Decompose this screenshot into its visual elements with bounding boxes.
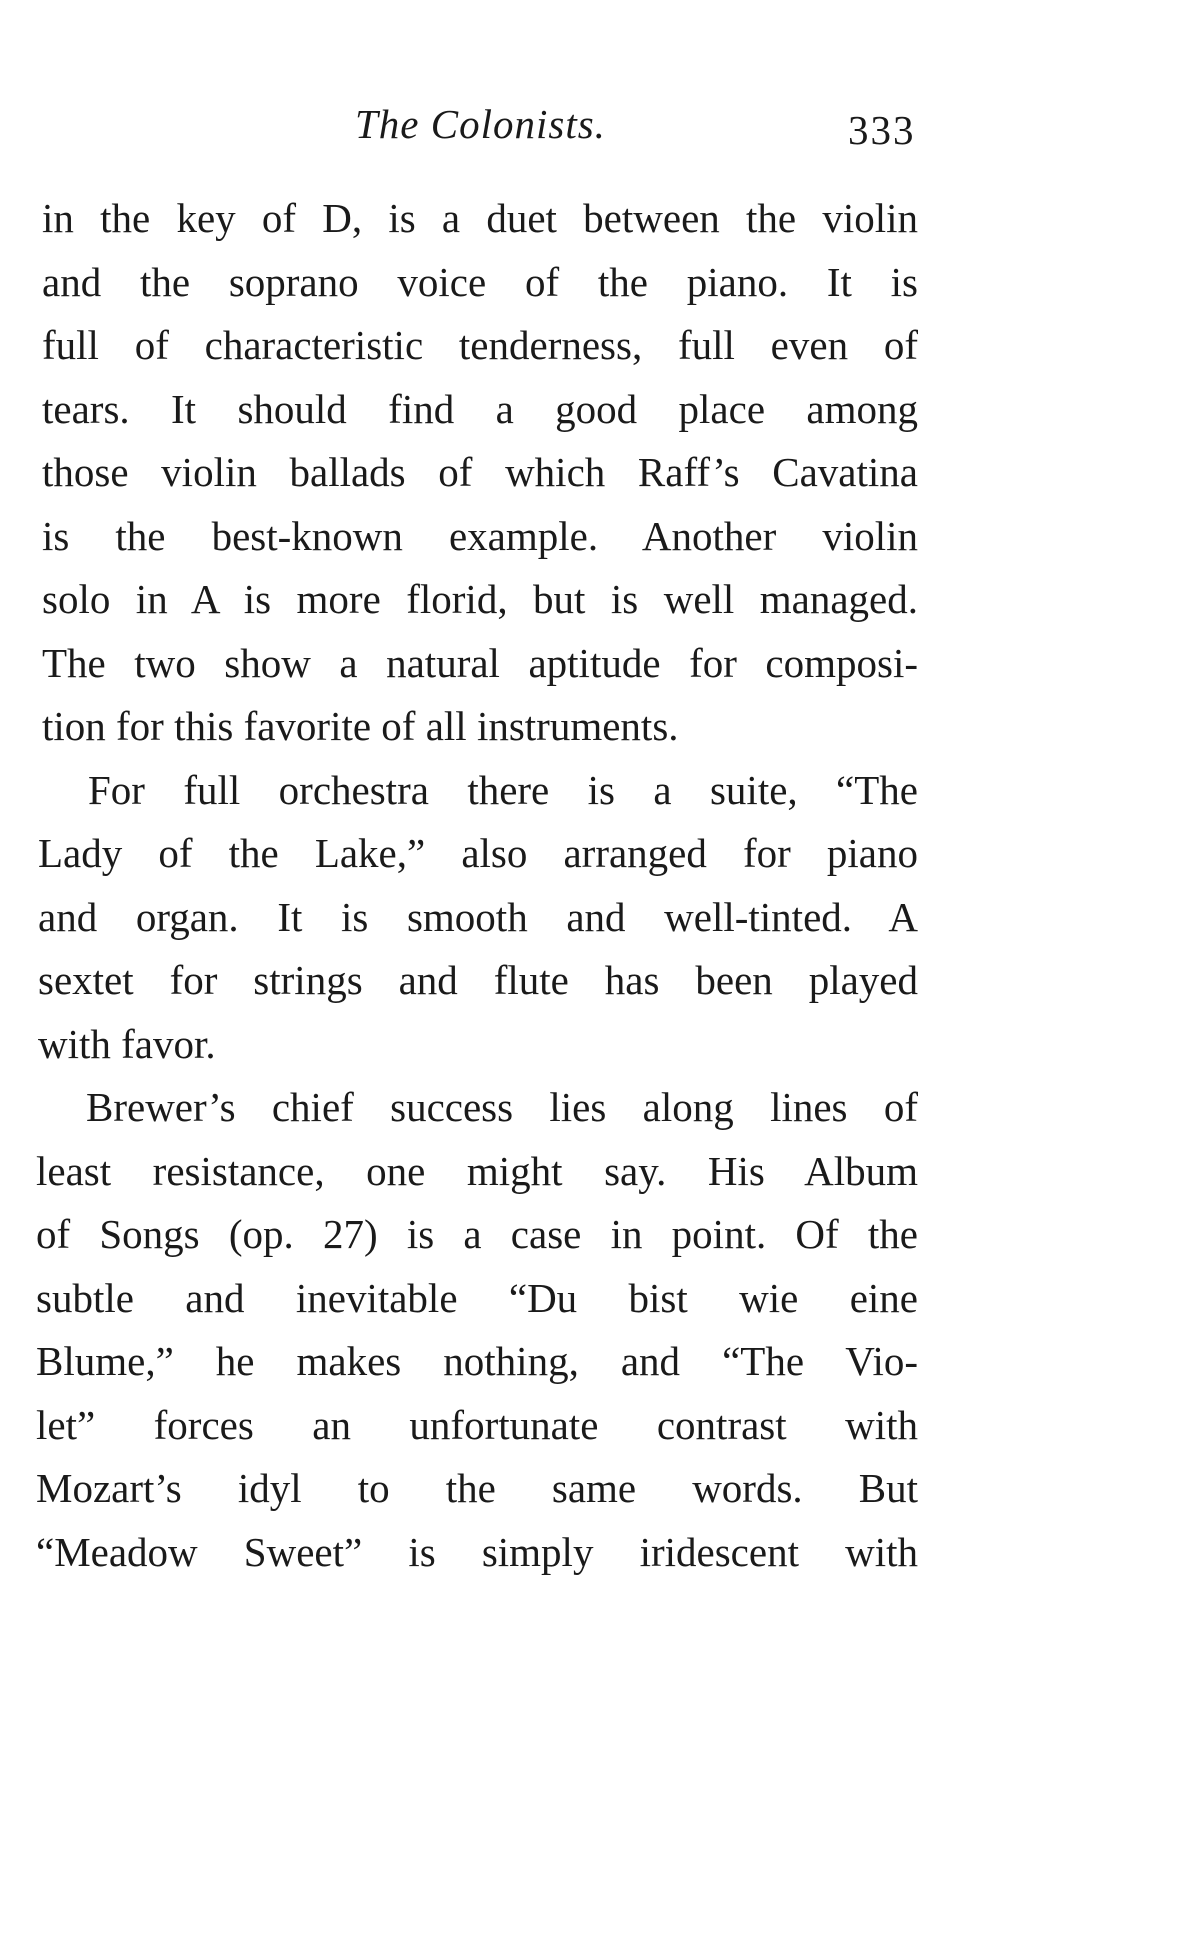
text-line: For full orchestra there is a suite, “The	[88, 766, 918, 813]
running-head	[0, 100, 1184, 160]
text-line: subtle and inevitable “Du bist wie eine	[36, 1274, 918, 1321]
text-line: Mozart’s idyl to the same words. But	[36, 1465, 918, 1511]
text-line: Lady of the Lake,” also arranged for piano	[38, 830, 918, 876]
text-line: The two show a natural aptitude for composi-	[42, 639, 918, 686]
paragraph-3	[36, 1076, 918, 1584]
text-line: solo in A is more florid, but is well managed.	[42, 576, 918, 622]
text-line: least resistance, one might say. His Album	[36, 1147, 918, 1194]
text-line: in the key of D, is a duet between the violin	[42, 195, 918, 241]
text-line: is the best-known example. Another violin	[42, 512, 918, 559]
paragraph-2	[38, 759, 918, 1077]
text-line: tion for this favorite of all instruments.	[42, 703, 679, 749]
text-line: “Meadow Sweet” is simply iridescent with	[36, 1528, 918, 1575]
text-line: sextet for strings and flute has been played	[38, 957, 918, 1003]
text-line: and organ. It is smooth and well-tinted. A	[38, 893, 918, 940]
text-line: Blume,” he makes nothing, and “The Vio-	[36, 1338, 918, 1384]
text-line: those violin ballads of which Raff’s Cavatina	[42, 449, 918, 495]
paragraph-1	[42, 187, 918, 759]
text-line: tears. It should find a good place among	[42, 385, 918, 432]
text-line: and the soprano voice of the piano. It is	[42, 258, 918, 305]
text-line: let” forces an unfortunate contrast with	[36, 1401, 918, 1448]
page-number: 333	[848, 107, 916, 153]
text-line: of Songs (op. 27) is a case in point. Of the	[36, 1211, 918, 1257]
body-text	[36, 187, 918, 1584]
text-line: Brewer’s chief success lies along lines of	[86, 1084, 918, 1130]
text-line: with favor.	[38, 1020, 216, 1067]
text-line: full of characteristic tenderness, full even of	[42, 322, 918, 368]
running-title: The Colonists.	[355, 101, 606, 147]
